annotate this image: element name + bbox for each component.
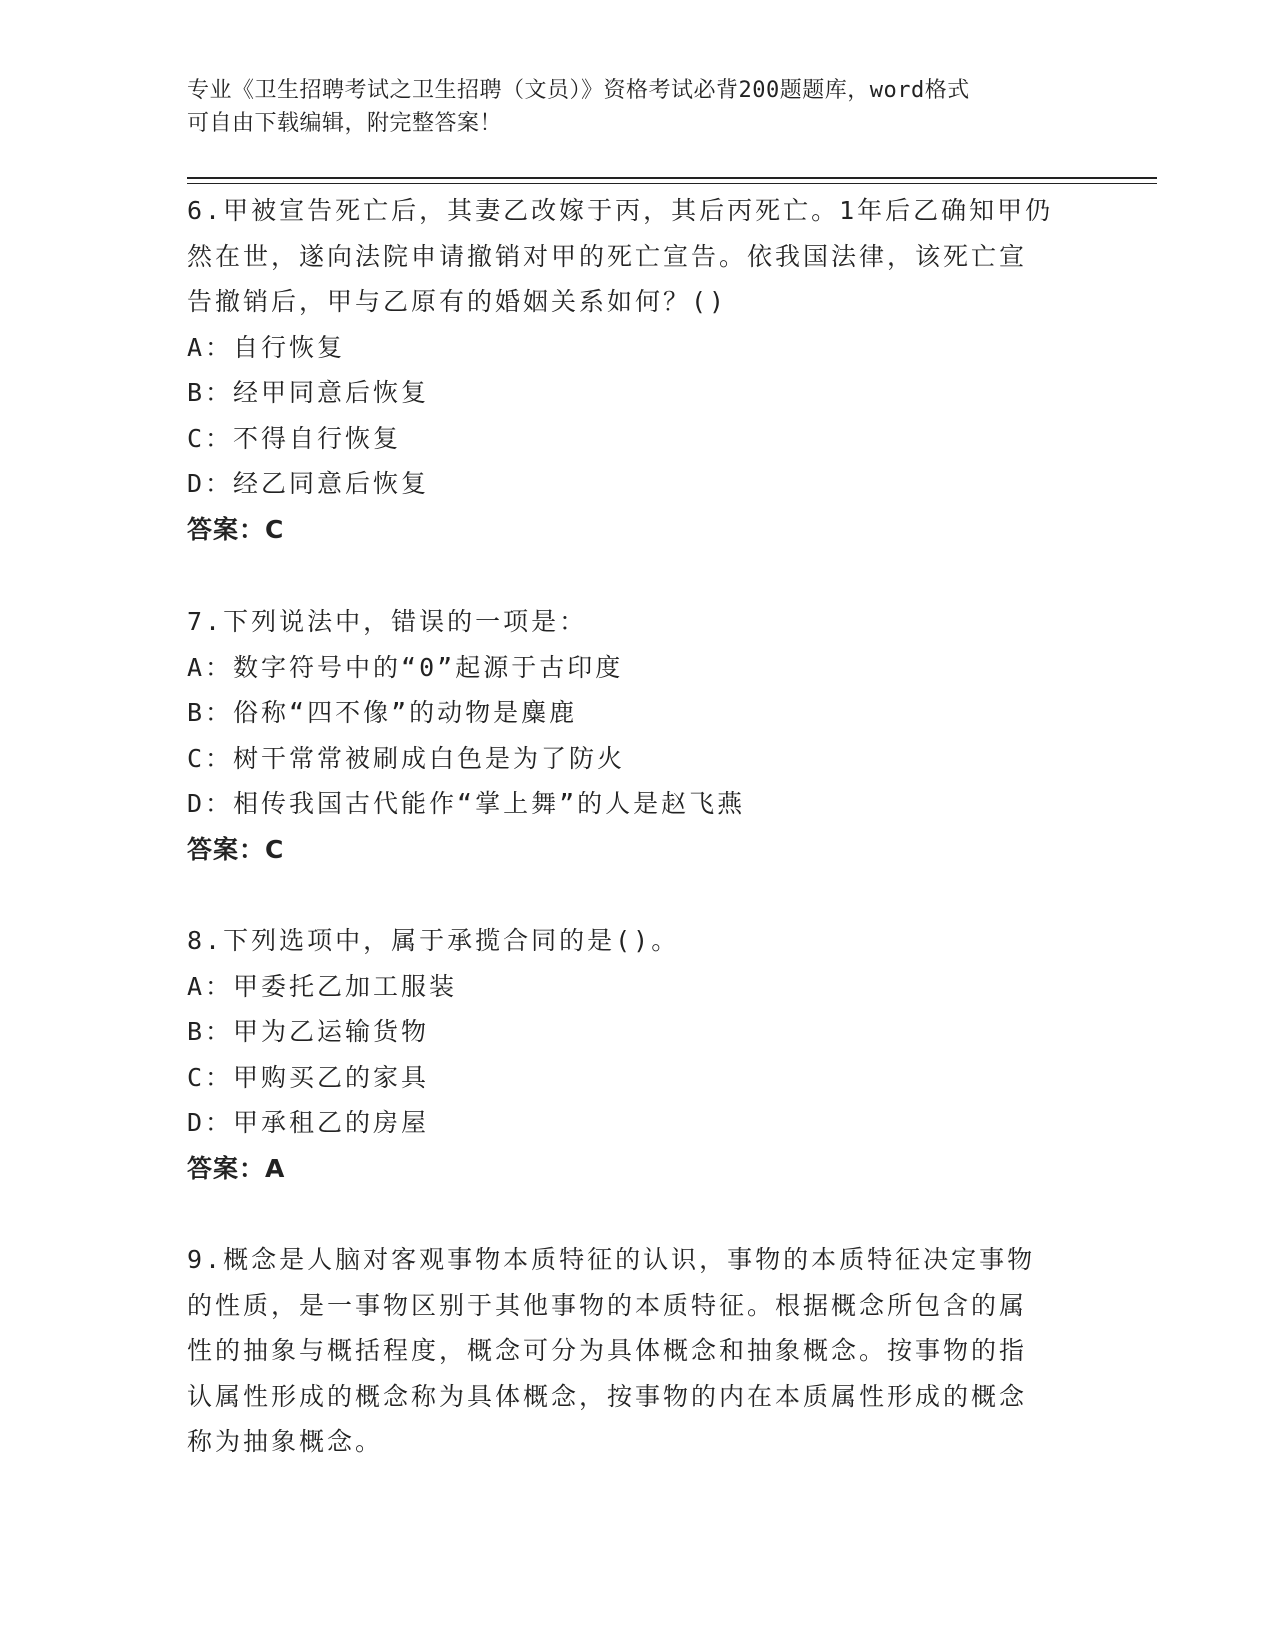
stem-line: 的性质，是一事物区别于其他事物的本质特征。根据概念所包含的属 <box>187 1290 1028 1320</box>
stem-line: 8.下列选项中，属于承揽合同的是()。 <box>187 926 680 955</box>
stem-line: 性的抽象与概括程度，概念可分为具体概念和抽象概念。按事物的指 <box>187 1336 1028 1365</box>
question-stem <box>187 599 1067 645</box>
option-b: B：甲为乙运输货物 <box>187 1017 430 1046</box>
stem-line: 9.概念是人脑对客观事物本质特征的认识，事物的本质特征决定事物 <box>187 1245 1036 1274</box>
option-d: D：甲承租乙的房屋 <box>187 1108 430 1137</box>
answer-label: 答案：C <box>187 834 285 864</box>
header-divider-thin <box>187 183 1157 184</box>
question-8 <box>187 918 1067 1191</box>
option-a: A：甲委托乙加工服装 <box>187 971 458 1001</box>
question-stem <box>187 188 1067 325</box>
stem-line: 称为抽象概念。 <box>187 1427 384 1456</box>
stem-line: 然在世，遂向法院申请撤销对甲的死亡宣告。依我国法律，该死亡宣 <box>187 241 1028 271</box>
header-title-line: 专业《卫生招聘考试之卫生招聘（文员）》资格考试必背200题题库，word格式 <box>187 78 970 103</box>
question-7 <box>187 599 1067 872</box>
question-9 <box>187 1237 1067 1465</box>
option-b: B：俗称“四不像”的动物是麋鹿 <box>187 698 578 727</box>
option-b: B：经甲同意后恢复 <box>187 378 430 407</box>
answer-label: 答案：A <box>187 1153 286 1183</box>
question-stem <box>187 1237 1067 1465</box>
option-d: D：相传我国古代能作“掌上舞”的人是赵飞燕 <box>187 789 746 818</box>
option-a: A：数字符号中的“0”起源于古印度 <box>187 652 624 682</box>
option-d: D：经乙同意后恢复 <box>187 469 430 498</box>
option-c: C：树干常常被刷成白色是为了防火 <box>187 743 626 773</box>
question-stem <box>187 918 1067 964</box>
question-6 <box>187 188 1067 552</box>
stem-line: 6.甲被宣告死亡后，其妻乙改嫁于丙，其后丙死亡。1年后乙确知甲仍 <box>187 196 1054 225</box>
option-c: C：不得自行恢复 <box>187 423 402 453</box>
stem-line: 认属性形成的概念称为具体概念，按事物的内在本质属性形成的概念 <box>187 1381 1028 1411</box>
option-c: C：甲购买乙的家具 <box>187 1062 430 1092</box>
stem-line: 告撤销后，甲与乙原有的婚姻关系如何？() <box>187 287 728 316</box>
answer-label: 答案：C <box>187 514 285 544</box>
header-divider-thick <box>187 177 1157 179</box>
stem-line: 7.下列说法中，错误的一项是： <box>187 607 588 636</box>
document-header <box>187 74 1087 140</box>
header-subtitle-line: 可自由下载编辑，附完整答案！ <box>187 111 503 136</box>
option-a: A：自行恢复 <box>187 332 346 362</box>
